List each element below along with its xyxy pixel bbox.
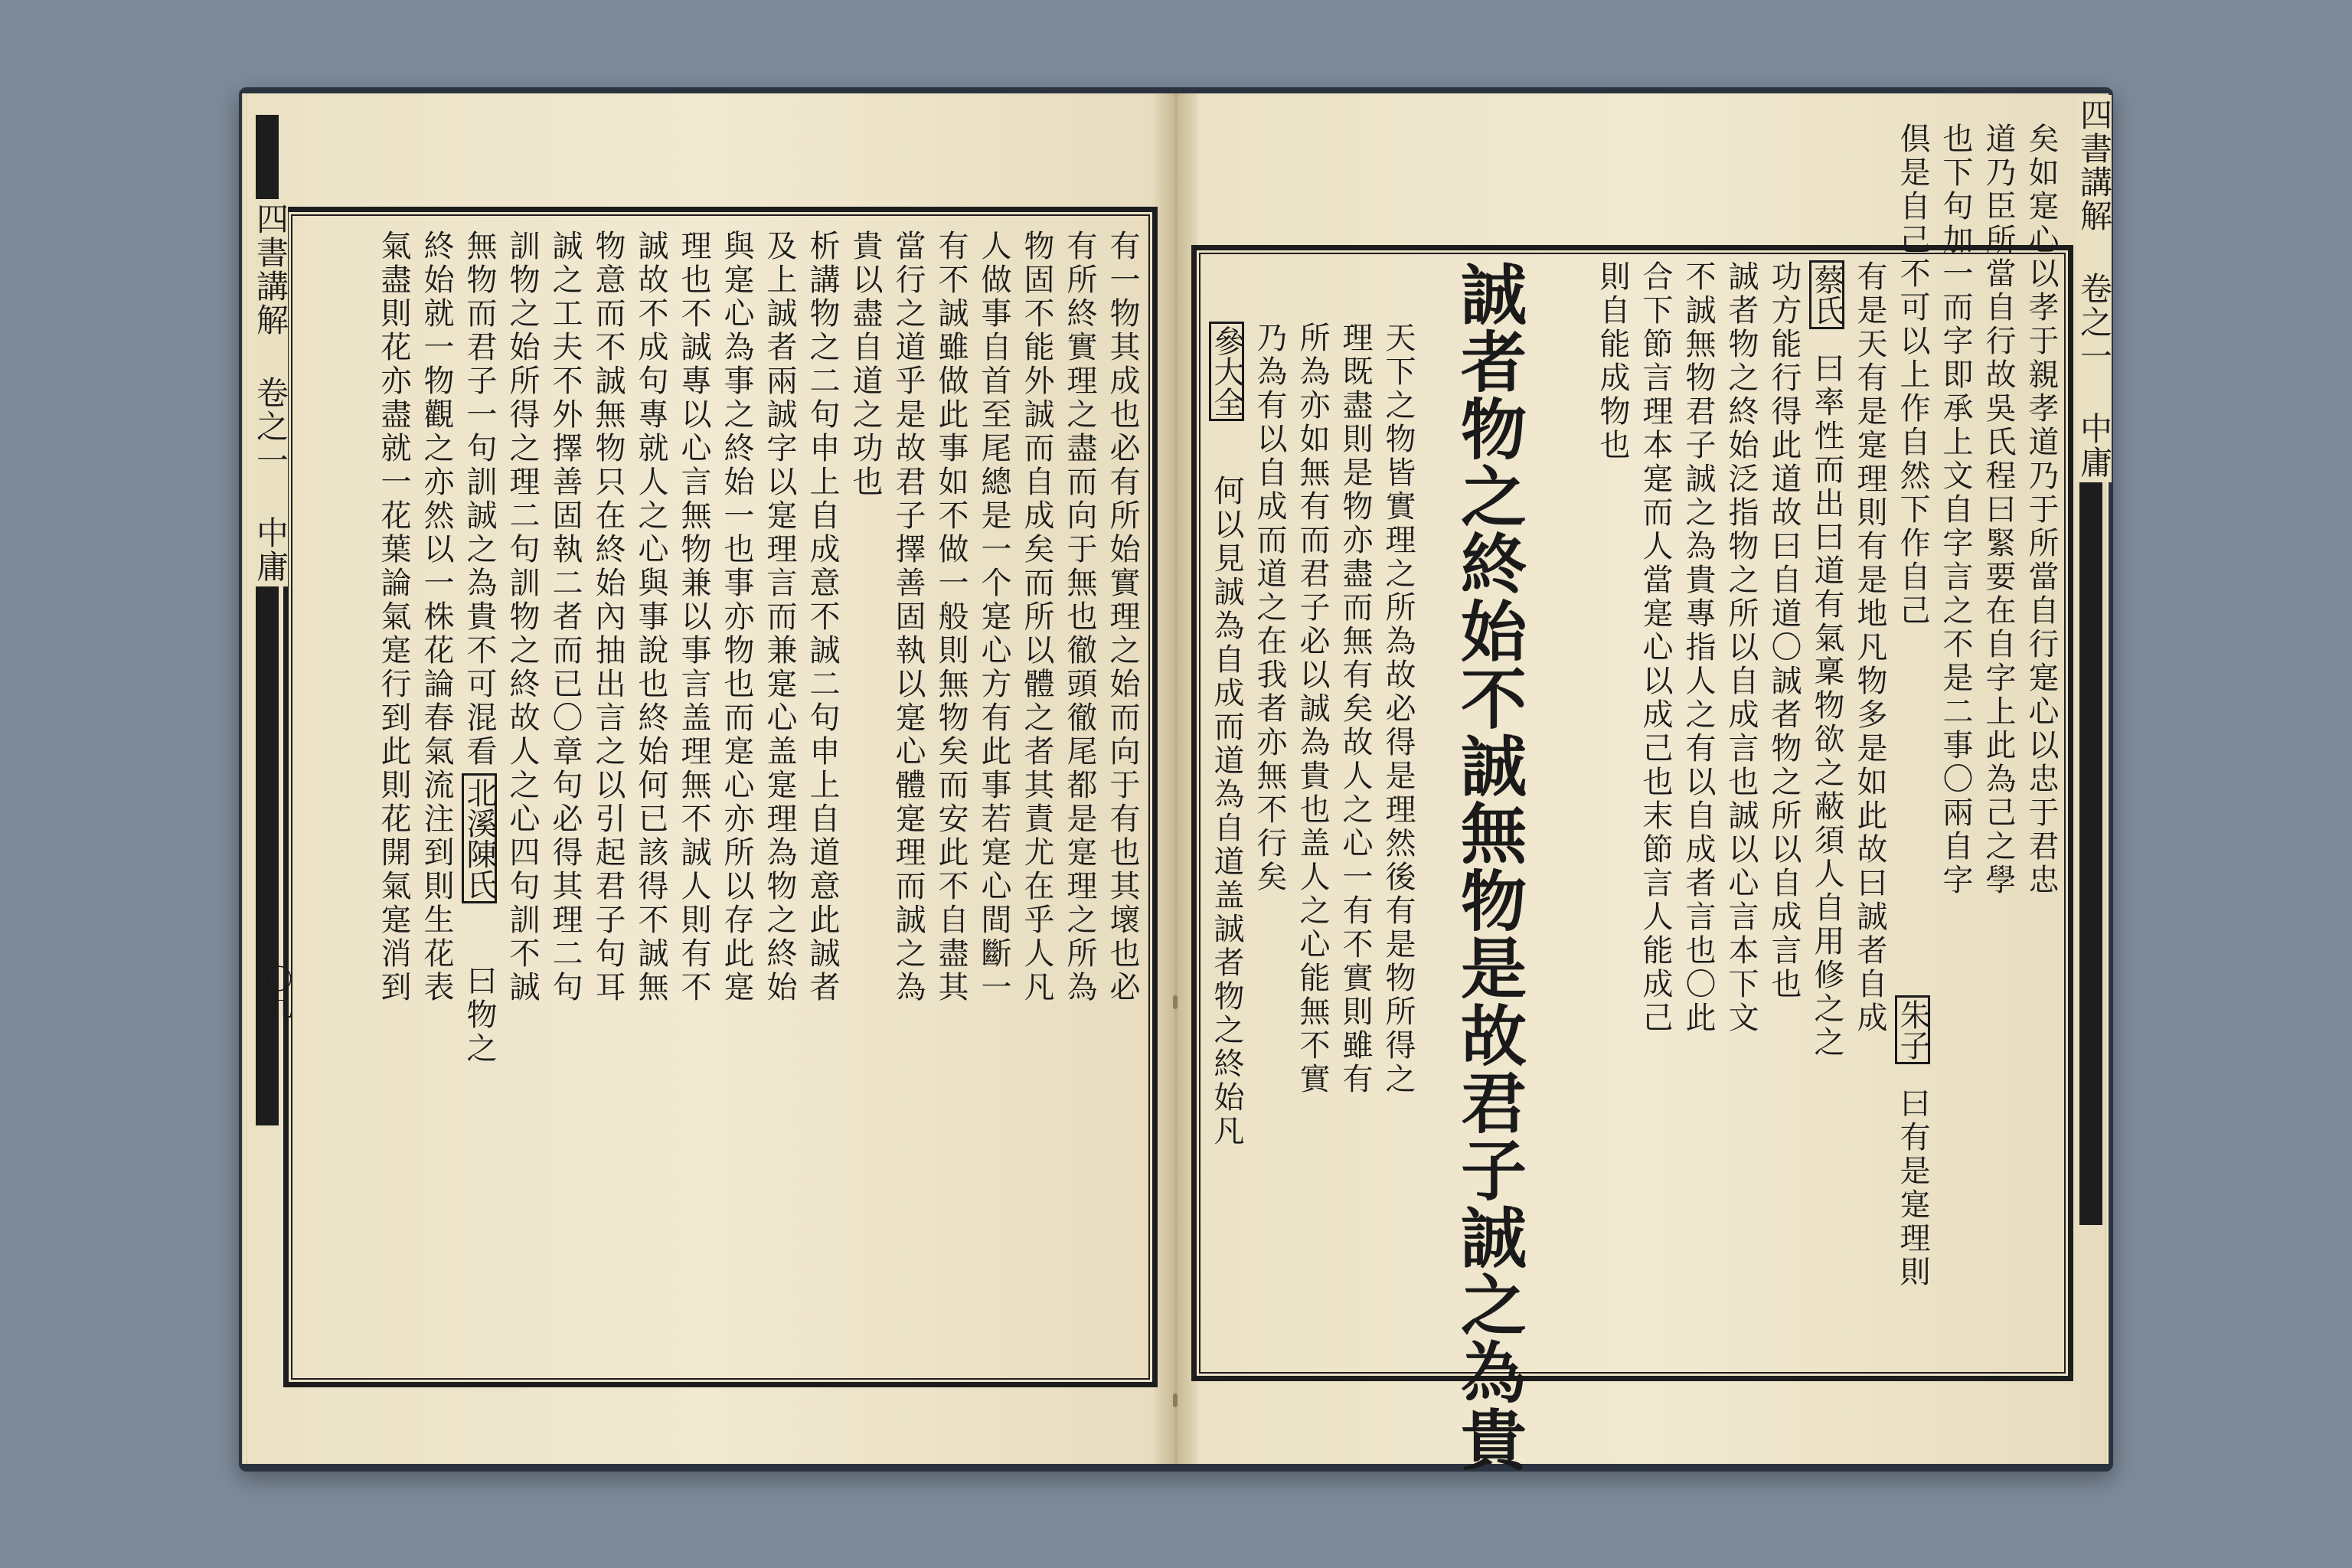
- text-column: 理既盡則是物亦盡而無有矣故人之心一有不實則雖有: [1338, 322, 1373, 1096]
- text-column: 則自能成物也: [1595, 260, 1630, 462]
- text-column: 何以見誠為自成而道為自道盖誠者物之終始凡: [1209, 475, 1244, 1148]
- text-column: 曰有是寔理則: [1895, 1087, 1930, 1289]
- text-column: 誠之工夫不外擇善固執二者而已〇章句必得其理二句: [547, 230, 583, 1004]
- scholar-name-box: 朱子: [1895, 995, 1930, 1064]
- text-column: 合下節言理本寔而人當寔心以成己也末節言人能成己: [1638, 260, 1673, 1035]
- text-column: 析講物之二句申上自成意不誠二句申上自道意此誠者: [805, 230, 840, 1004]
- text-column: 當行之道乎是故君子擇善固執以寔心體寔理而誠之為: [890, 230, 926, 1004]
- text-column: 氣盡則花亦盡就一花葉論氣寔行到此則花開氣寔消到: [376, 230, 411, 1004]
- text-column: 理也不誠專以心言無物兼以事言盖理無不誠人則有不: [676, 230, 711, 1004]
- text-column: 曰率性而出曰道有氣稟物欲之蔽須人自用修之之: [1809, 352, 1844, 1060]
- text-column: 誠故不成句專就人之心與事說也終始何已該得不誠無: [633, 230, 668, 1004]
- text-column: 與寔心為事之終始一也事亦物也而寔心亦所以存此寔: [719, 230, 754, 1004]
- text-column: 有一物其成也必有所始實理之始而向于有也其壞也必: [1105, 230, 1140, 1004]
- scholar-name-box: 蔡氏: [1809, 260, 1844, 329]
- text-column: 有是天有是寔理則有是地凡物多是如此故曰誠者自成: [1852, 260, 1887, 1035]
- classic-text-heading: 誠者物之終始不誠無物是故君子誠之為貴: [1449, 260, 1527, 1473]
- text-column: 及上誠者兩誠字以寔理言而兼寔心盖寔理為物之終始: [762, 230, 797, 1004]
- text-column: 矣如寔心以孝于親孝道乃于所當自行寔心以忠于君忠: [2024, 122, 2059, 897]
- binding-stitch: [1173, 1393, 1178, 1407]
- text-column: 倶是自己不可以上作自然下作自己: [1895, 122, 1930, 628]
- text-column: 所為亦如無有而君子必以誠為貴也盖人之心能無不實: [1295, 322, 1330, 1096]
- text-column: 不誠無物君子誠之為貴專指人之有以自成者言也〇此: [1681, 260, 1716, 1035]
- left-folio-number: 〇九: [261, 965, 292, 1020]
- text-column: 有不誠雖做此事如不做一般則無物矣而安此不自盡其: [933, 230, 969, 1004]
- text-column: 道乃臣所當自行故吳氏程曰緊要在自字上此為己之學: [1981, 122, 2016, 897]
- text-column: 訓物之始所得之理二句訓物之終故人之心四句訓不誠: [505, 230, 540, 1004]
- text-column: 無物而君子一句訓誠之為貴不可混看: [462, 230, 497, 769]
- text-column: 貴以盡自道之功也: [848, 230, 883, 499]
- binding-stitch: [1173, 995, 1178, 1009]
- reference-tag-box: 參大全: [1209, 322, 1244, 421]
- text-column: 有所終實理之盡而向于無也徹頭徹尾都是寔理之所為: [1062, 230, 1097, 1004]
- text-column: 物固不能外誠而自成矣而所以體之者其責尤在乎人凡: [1019, 230, 1054, 1004]
- text-column: 功方能行得此道故曰自道〇誠者物之所以自成言也: [1766, 260, 1802, 1001]
- text-column: 終始就一物觀之亦然以一株花論春氣流注到則生花表: [419, 230, 454, 1004]
- scholar-name-box: 北溪陳氏: [462, 773, 497, 903]
- text-column: 也下句加一而字即承上文自字言之不是二事〇兩自字: [1938, 122, 1973, 897]
- text-column: 天下之物皆實理之所為故必得是理然後有是物所得之: [1380, 322, 1416, 1096]
- text-column: 誠者物之終始泛指物之所以自成言也誠以心言本下文: [1723, 260, 1759, 1035]
- left-margin-label: 四書講解 卷之一 中庸: [253, 199, 288, 586]
- text-column: 乃為有以自成而道之在我者亦無不行矣: [1252, 322, 1287, 894]
- text-column: 物意而不誠無物只在終始內抽出言之以引起君子句耳: [590, 230, 626, 1004]
- text-column: 人做事自首至尾總是一个寔心方有此事若寔心間斷一: [976, 230, 1011, 1004]
- text-column: 曰物之: [462, 965, 497, 1066]
- right-margin-label: 四書講解 卷之一 中庸: [2076, 95, 2112, 482]
